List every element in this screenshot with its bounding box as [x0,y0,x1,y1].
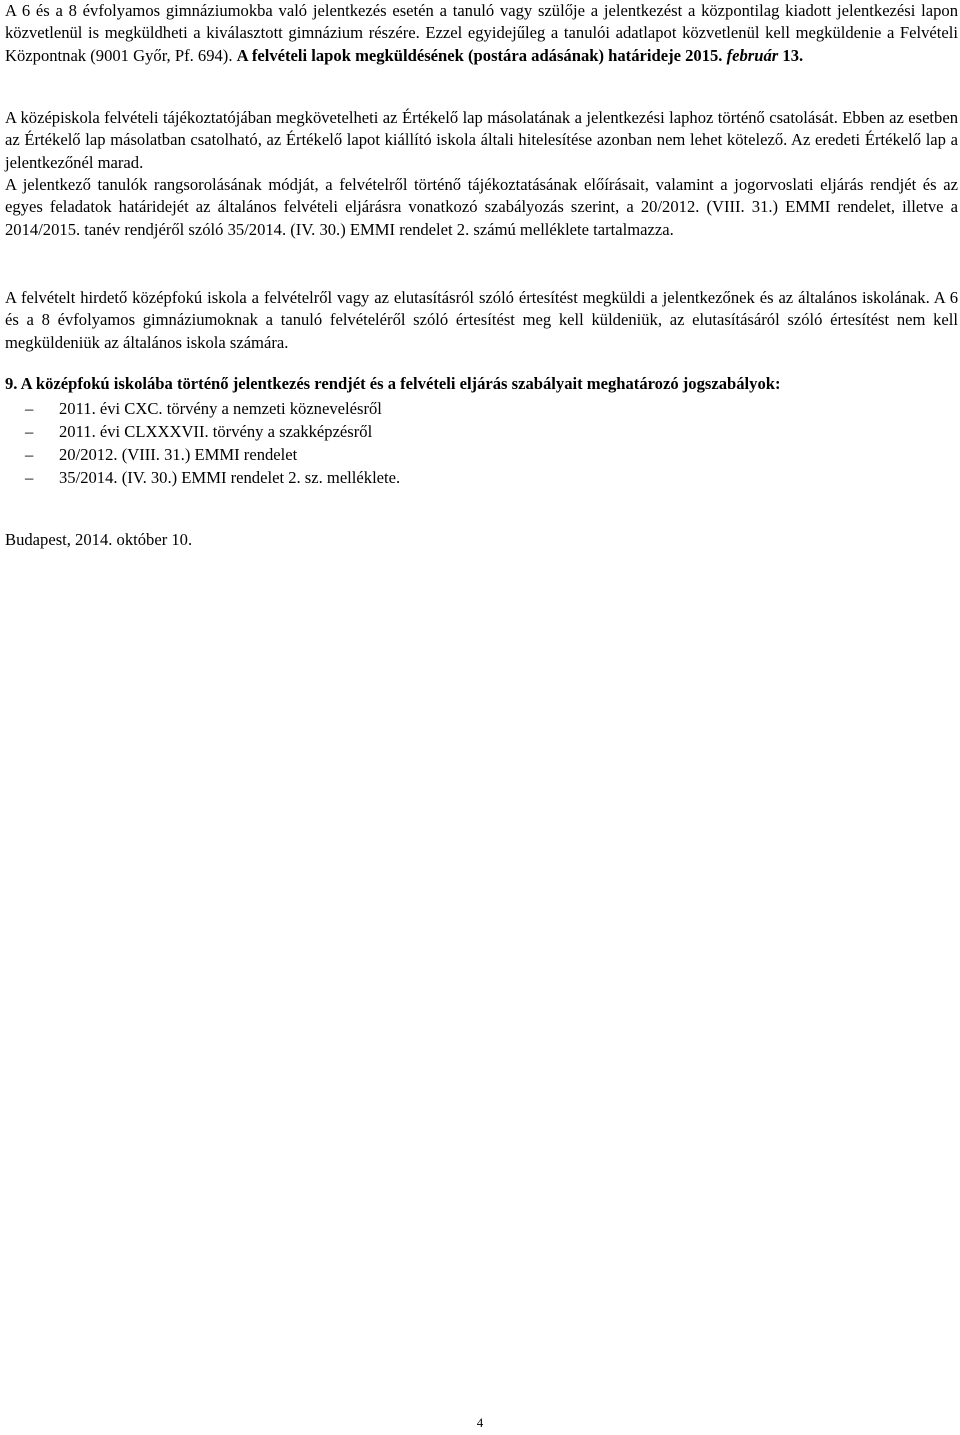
dash-bullet: – [25,445,34,464]
deadline-day: 13. [778,45,804,65]
dash-bullet: – [25,422,34,441]
signoff-place-date: Budapest, 2014. október 10. [5,530,193,549]
dash-bullet: – [25,399,34,418]
deadline-text: A felvételi lapok megküldésének (postára adásának) határideje 2015. [236,45,727,65]
law-item-text: 35/2014. (IV. 30.) EMMI rendelet 2. sz. melléklete. [59,468,401,487]
paragraph-text: A 6 és a 8 évfolyamos gimnáziumokba való jelentkezés esetén a tanuló vagy szülője a jelentkezést a központilag kiadott jelentkezési lapon közvetlenül is megküldheti a kiválasztott gimnázium részére. Ezzel egyidejűleg a tanulói adatlapot közvetlenül kell megküldenie a Felvételi Központnak (9001 Győr, Pf. 694). [5,1,958,65]
paragraph-ranking-rules: A jelentkező tanulók rangsorolásának módját, a felvételről történő tájékoztatásának előírásait, valamint a jogorvoslati eljárás rendjét és az egyes feladatok határidejét az általános felvételi eljárásra vonatkozó szabályozás szerint, a 20/2012. (VIII. 31.) EMMI rendelet, illetve a 2014/2015. tanév rendjéről szóló 35/2014. (IV. 30.) EMMI rendelet 2. számú melléklete tartalmazza. [5,175,958,239]
deadline-month: február [726,45,779,65]
dash-bullet: – [25,468,34,487]
law-item-text: 2011. évi CLXXXVII. törvény a szakképzésről [59,422,373,441]
law-list [5,397,958,489]
page-number: 4 [476,1415,484,1430]
list-item [5,397,958,420]
paragraph-evaluation-sheet: A középiskola felvételi tájékoztatójában megkövetelheti az Értékelő lap másolatának a jelentkezési laphoz történő csatolását. Ebben az esetben az Értékelő lap másolatban csatolható, az Értékelő lapot kiállító iskola általi hitelesítése azonban nem lehet kötelező. Az eredeti Értékelő lap a jelentkezőnél marad. [5,108,958,172]
law-item-text: 2011. évi CXC. törvény a nemzeti köznevelésről [59,399,382,418]
list-item [5,420,958,443]
paragraph-admission-notice: A felvételt hirdető középfokú iskola a felvételről vagy az elutasításról szóló értesítést megküldi a jelentkezőnek és az általános iskolának. A 6 és a 8 évfolyamos gimnáziumoknak a tanuló felvételéről szóló értesítést meg kell küldeniük, az elutasításáról szóló értesítést nem kell megküldeniük az általános iskola számára. [5,288,958,352]
paragraph-application-submission [5,0,958,67]
law-item-text: 20/2012. (VIII. 31.) EMMI rendelet [59,445,298,464]
list-item [5,443,958,466]
section-9-heading: 9. A középfokú iskolába történő jelentkezés rendjét és a felvételi eljárás szabályait meghatározó jogszabályok: [5,374,781,393]
list-item [5,466,958,489]
